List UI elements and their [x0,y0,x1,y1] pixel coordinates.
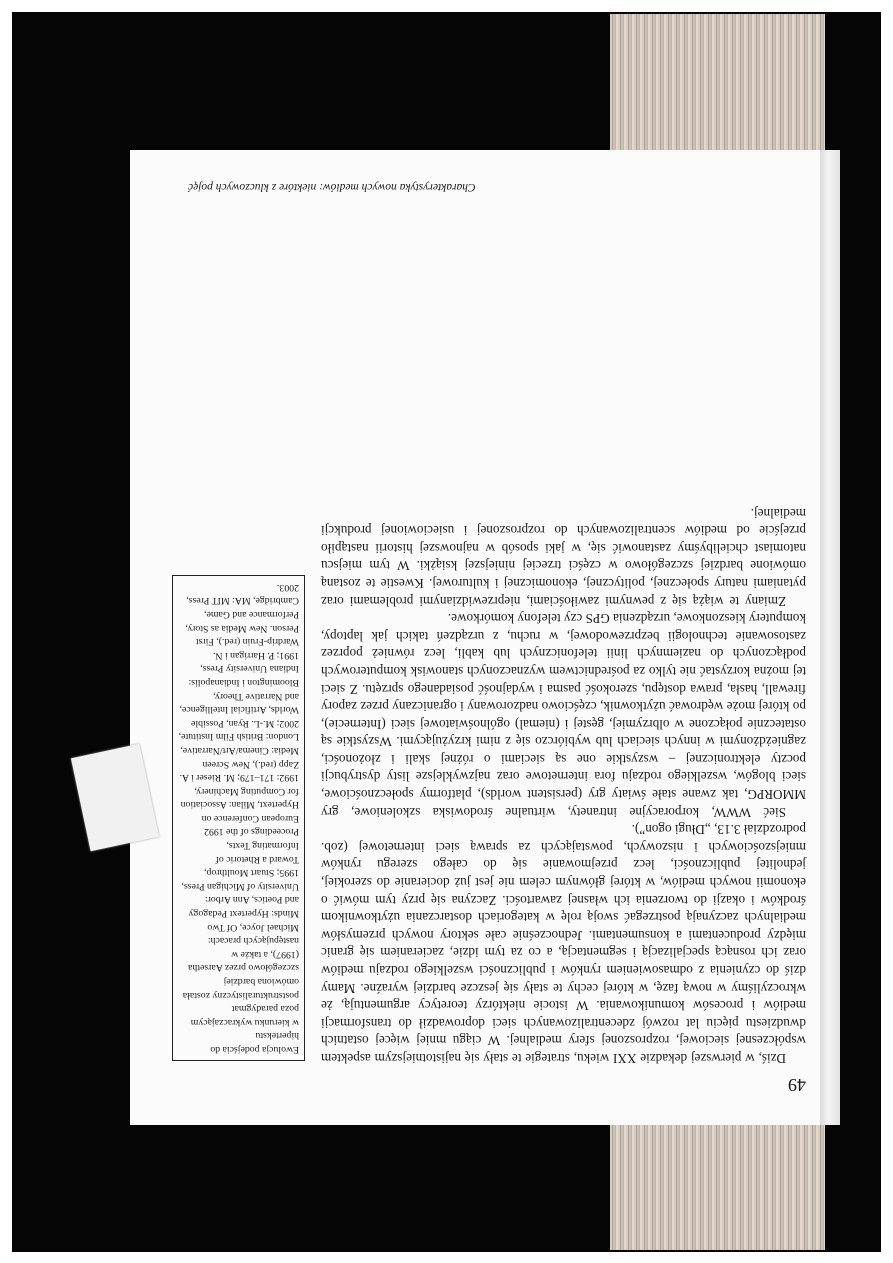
page-content-rotated [130,150,836,1125]
margin-note [172,575,305,1061]
main-text [321,504,806,1067]
scanner-artifact-top [610,14,825,154]
paragraph-3: Zmiany te wiążą się z pewnymi zawiłościami, nieprzewidzianymi problemami oraz pytaniami natury społecznej, politycznej, ekonomicznej i kulturowej. Kwestie te zostaną omówione bardziej szczegółowo w części trzeciej niniejszej książki. W tym miejscu natomiast chcielibyśmy zastanowić się, w jaki sposób w najnowszej historii nastąpiło przejście od mediów scentralizowanych do rozproszonej i usieciowionej produkcji medialnej. [321,505,806,609]
paragraph-1: Dziś, w pierwszej dekadzie XXI wieku, strategie te stały się najistotniejszym aspektem współczesnej sieciowej, rozproszonej sfery medialnej. W ciągu mniej więcej ostatnich dwudziestu pięciu lat rozwój zdecentralizowanych sieci doprowadził do transformacji mediów i procesów komunikowania. W istocie niektórzy teoretycy argumentują, że wkroczyliśmy w nową fazę, w której cechy te stały się jeszcze bardziej wyraźne. Mamy dziś do czynienia z odmasowieniem rynków i publiczności wszelkiego rodzaju mediów oraz ich rosnącą specjalizacją i segmentacją, a co za tym idzie, zacieraniem się granic między producentami a konsumentami. Jednocześnie całe sektory nowych przemysłów medialnych zaczynają postrzegać swoją rolę w kategoriach dostarczania użytkownikom środków i okazji do tworzenia ich własnej zawartości. Zaczyna się przy tym mówić o ekonomii nowych mediów, w której głównym celem nie jest już docieranie do szerokiej, jednolitej publiczności, lecz przejmowanie się do całego szeregu rynków mniejszościowych i niszowych, powstających za sprawą sieci internetowej (zob. podrozdział 3.13, „Długi ogon”). [321,822,806,1066]
scanner-artifact-bottom [610,1122,825,1250]
margin-note-title: Ewolucja podejścia do hipertekstu [210,1030,299,1055]
running-header: Charakterystyka nowych mediów: niektóre z kluczowych pojęć [188,181,476,193]
margin-note-body: w kierunku wykraczającym poza paradygmat poststrukturalistyczny została omówiona bardziej szczegółowo przez Aarsetha (1997), a także w następujących pracach: Michael Joyce, Of Two Minds: Hypertext Pedagogy and Poetics, Ann Arbor: University of Michigan Press, 1995; Stuart Moulthrop, Toward a Rhetoric of Informating Texts, Proceedings of the 1992 European Conference on Hypertext, Milan: Association for Computing Machinery, 1992: 171–179; M. Rieser i A. Zapp (red.), New Screen Media: Cinema/Art/Narrative, London: British Film Institute, 2002; M.-L. Ryan, Possible Worlds, Artificial Intelligence, and Narrative Theory, Bloomington i Indianapolis: Indiana University Press, 1991; P. Harrigan i N. Wardrip-Fruin (red.), First Person. New Media as Story, Performance and Game, Cambridge, MA: MIT Press, 2003. [178,581,299,1028]
page-number: 49 [788,1075,806,1095]
paragraph-2: Sieć WWW, korporacyjne intranety, wirtualne środowiska szkoleniowe, gry MMORPG, tak zwane stałe światy gry (persistent worlds), platformy społecznościowe, sieci blogów, wszelkiego rodzaju fora internetowe oraz najzwyklejsze listy dystrybucji poczty elektronicznej – wszystkie one są sieciami o różnej skali i złożoności, zagnieżdżonymi w innych sieciach lub wybiórczo się z nimi krzyżującymi. Wszystkie są ostatecznie połączone w olbrzymiej, gęstej i (niemal) ogólnoświatowej sieci (Internecie), po której może wędrować użytkownik, częściowo nadzorowany i ograniczany przez zapory firewall, hasła, prawa dostępu, szerokość pasma i wydajność posiadanego sprzętu. Z sieci tej można korzystać nie tylko za pośrednictwem wyznaczonych stanowisk komputerowych podłączonych do naziemnych linii telefonicznych lub kabli, lecz również poprzez zastosowanie technologii bezprzewodowej, w ruchu, z urządzeń takich jak laptopy, komputery kieszonkowe, urządzenia GPS czy telefony komórkowe. [321,611,806,820]
